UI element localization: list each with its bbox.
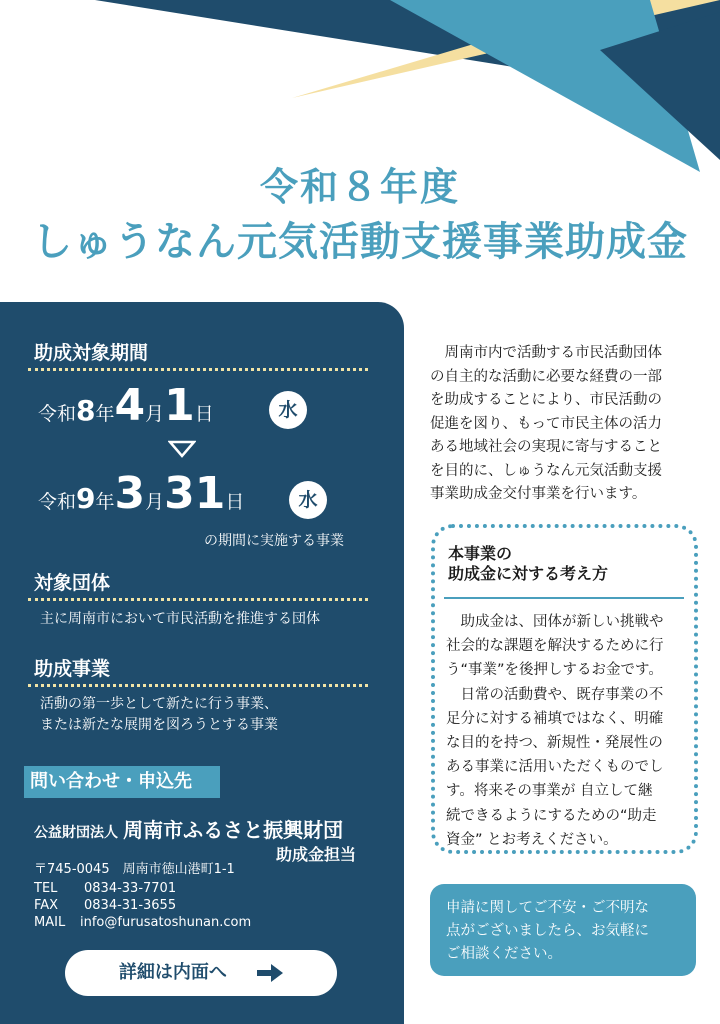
approach-line: 助成金は、団体が新しい挑戦や — [446, 614, 664, 630]
consult-line: ご相談ください。 — [446, 946, 562, 962]
approach-title — [448, 544, 608, 584]
start-day: 1 — [164, 380, 195, 431]
page-title: しゅうなん元気活動支援事業助成金 — [32, 219, 688, 265]
end-year-unit: 年 — [95, 491, 115, 513]
contact-department: 助成金担当 — [276, 845, 357, 864]
approach-line: 資金” とお考えください。 — [446, 831, 618, 848]
details-button-label: 詳細は内面へ — [118, 962, 227, 983]
approach-body — [446, 610, 686, 852]
approach-line: 日常の活動費や、既存事業の不 — [446, 686, 664, 703]
start-year: 8 — [76, 394, 96, 427]
period-note: の期間に実施する事業 — [204, 533, 344, 549]
arrow-right-icon — [257, 964, 283, 982]
start-era: 令和 — [38, 403, 77, 425]
approach-line: 続できるようにするための“助走 — [446, 807, 657, 824]
contact-address: 〒745-0045 周南市徳山港町1-1 — [34, 862, 235, 877]
title-year: 令和８年度 — [259, 165, 460, 209]
triangle-down-icon — [168, 440, 196, 458]
start-weekday-badge: 水 — [269, 391, 307, 429]
org-prefix: 公益財団法人 — [34, 825, 118, 841]
contact-heading: 問い合わせ・申込先 — [24, 766, 220, 798]
approach-line: ある事業に活用いただくものでし — [446, 759, 664, 776]
fax-number: 0834-31-3655 — [84, 898, 177, 913]
consult-line: 点がございましたら、お気軽に — [446, 923, 649, 939]
details-inside-button[interactable] — [65, 950, 337, 996]
grant-project-line1: 活動の第一歩として新たに行う事業、 — [40, 696, 278, 712]
approach-title-line1: 本事業の — [448, 544, 513, 563]
end-era: 令和 — [38, 491, 77, 513]
approach-title-line2: 助成金に対する考え方 — [448, 564, 609, 583]
consultation-box — [430, 884, 696, 976]
grant-project-divider — [28, 684, 368, 687]
consult-line: 申請に関してご不安・ご不明な — [446, 900, 649, 916]
end-year: 9 — [76, 482, 96, 515]
approach-line: な目的を持つ、新規性・発展性の — [446, 735, 663, 752]
intro-paragraph — [430, 342, 702, 507]
intro-line: 周南市内で活動する市民活動団体 — [430, 345, 662, 361]
target-group-heading: 対象団体 — [34, 572, 111, 594]
start-month-unit: 月 — [145, 403, 165, 425]
approach-divider — [444, 597, 684, 599]
end-month: 3 — [114, 468, 146, 519]
start-month: 4 — [114, 380, 146, 431]
approach-line: 社会的な課題を解決するために行 — [446, 638, 664, 655]
contact-mail-row — [34, 913, 251, 932]
end-weekday-badge: 水 — [289, 481, 327, 519]
mail-address[interactable]: info@furusatoshunan.com — [80, 915, 252, 930]
fax-label: FAX — [34, 898, 59, 913]
tel-number[interactable]: 0834-33-7701 — [84, 881, 177, 896]
grant-project-line2: または新たな展開を図ろうとする事業 — [40, 717, 278, 733]
approach-line: う“事業”を後押しするお金です。 — [446, 662, 663, 679]
period-divider — [28, 368, 368, 371]
org-name: 周南市ふるさと振興財団 — [123, 818, 344, 842]
period-end-date — [38, 468, 244, 519]
intro-line: 事業助成金交付事業を行います。 — [430, 486, 647, 502]
target-group-text: 主に周南市において市民活動を推進する団体 — [40, 611, 320, 627]
intro-line: を助成することにより、市民活動の — [430, 392, 662, 408]
period-start-date — [38, 380, 214, 431]
start-year-unit: 年 — [95, 403, 115, 425]
approach-line: す。将来その事業が 自立して継 — [446, 783, 653, 800]
mail-label: MAIL — [34, 915, 66, 930]
intro-line: 促進を図り、もって市民主体の活力 — [430, 415, 662, 432]
target-group-divider — [28, 598, 368, 601]
grant-project-heading: 助成事業 — [34, 658, 111, 680]
contact-organization — [34, 814, 343, 843]
end-day: 31 — [164, 468, 226, 519]
period-heading: 助成対象期間 — [34, 342, 149, 364]
end-month-unit: 月 — [145, 491, 165, 513]
intro-line: を目的に、しゅうなん元気活動支援 — [430, 462, 662, 479]
intro-line: の自主的な活動に必要な経費の一部 — [430, 368, 662, 385]
approach-line: 足分に対する補填ではなく、明確 — [446, 710, 664, 727]
start-day-unit: 日 — [194, 403, 214, 425]
intro-line: ある地域社会の実現に寄与すること — [430, 439, 662, 455]
end-day-unit: 日 — [225, 491, 245, 513]
tel-label: TEL — [34, 881, 58, 896]
